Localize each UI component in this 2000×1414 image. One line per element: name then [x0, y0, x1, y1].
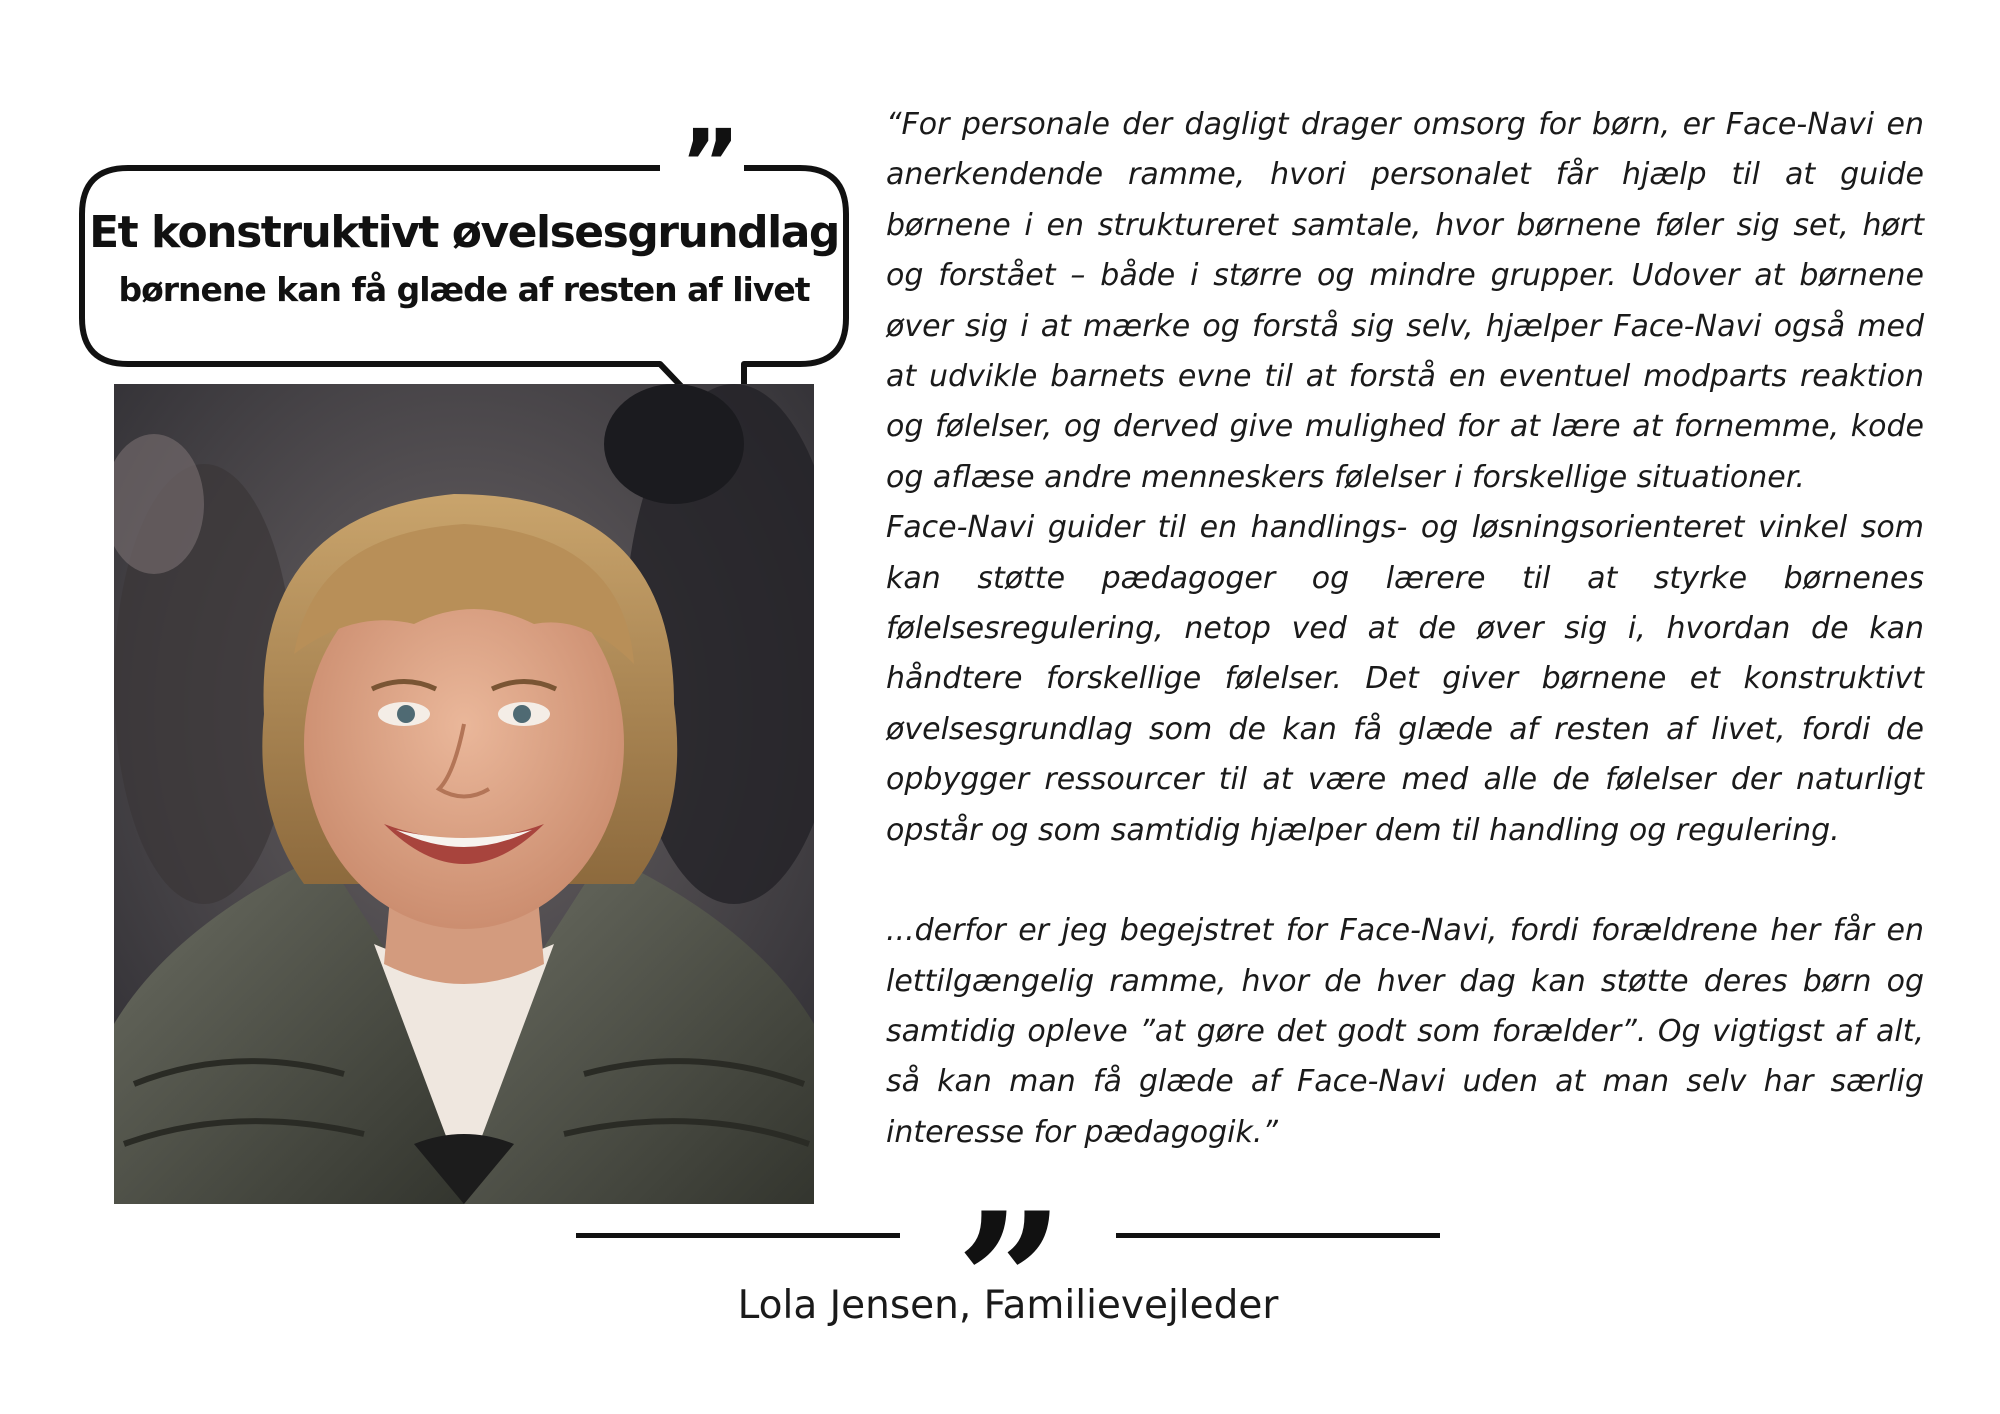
quote-paragraph-3: ...derfor er jeg begejstret for Face-Navi, fordi forældrene her får en lettilgængelig ramme, hvor de hver dag kan støtte deres børn og samtidig opleve ”at gøre det godt som forælder”. Og vigtigst af alt, så kan man få glæde af Face-Navi uden at man selv har særlig interesse for pædagogik.”	[886, 913, 1924, 1150]
bubble-quote-mark: ”	[680, 110, 741, 217]
attribution-quote-mark: ”	[955, 1171, 1065, 1394]
paragraph-gap	[886, 856, 1924, 906]
quote-body	[886, 100, 1924, 1158]
quote-paragraph-2: Face-Navi guider til en handlings- og løsningsorienteret vinkel som kan støtte pædagoger og lærere til at styrke børnenes følelsesregulering, netop ved at de øver sig i, hvordan de kan håndtere forskellige følelser. Det giver børnene et konstruktivt øvelsesgrundlag som de kan få glæde af resten af livet, fordi de opbygger ressourcer til at være med alle de følelser der naturligt opstår og som samtidig hjælper dem til handling og regulering.	[886, 510, 1924, 848]
bubble-headline	[84, 204, 844, 318]
portrait-illustration	[114, 384, 814, 1204]
quote-paragraph-1: “For personale der dagligt drager omsorg for børn, er Face-Navi en anerkendende ramme, hvori personalet får hjælp til at guide børnene i en struktureret samtale, hvor børnene føler sig set, hørt og forstået – både i større og mindre grupper. Udover at børnene øver sig i at mærke og forstå sig selv, hjælper Face-Navi også med at udvikle barnets evne til at forstå en eventuel modparts reaktion og følelser, og derved give mulighed for at lære at fornemme, kode og aflæse andre menneskers følelser i forskellige situationer.	[886, 107, 1924, 495]
headline-line-1: Et konstruktivt øvelsesgrundlag	[89, 207, 839, 258]
attribution-rule-left	[576, 1233, 900, 1238]
attribution-name: Lola Jensen, Familievejleder	[737, 1283, 1279, 1328]
headline-line-2: børnene kan få glæde af resten af livet	[118, 270, 810, 309]
portrait-photo	[114, 384, 814, 1204]
attribution-rule-right	[1116, 1233, 1440, 1238]
